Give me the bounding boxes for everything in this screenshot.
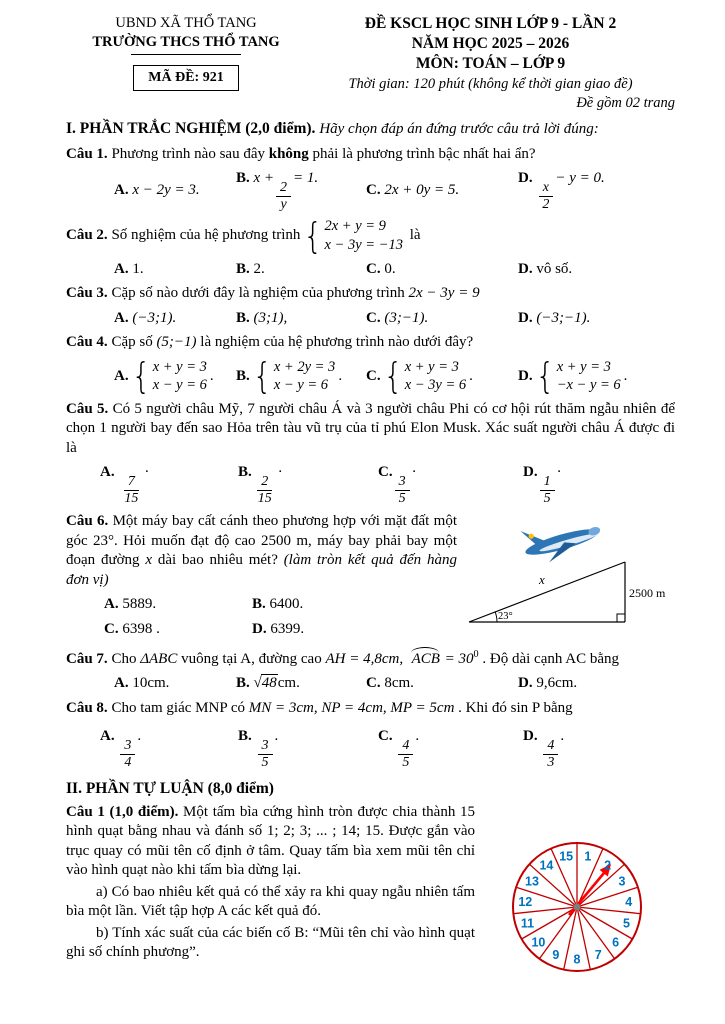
brace: { <box>383 355 403 398</box>
question-5-label: Câu 5. <box>66 400 109 417</box>
fraction <box>258 738 273 770</box>
q7-option-d <box>518 674 675 694</box>
question-2-text: Số nghiệm của hệ phương trình <box>107 227 301 244</box>
spinner-number: 7 <box>594 947 602 962</box>
question-8-text: Cho tam giác MNP có <box>107 699 249 716</box>
equation-2: x − 3y = 6 <box>404 377 467 394</box>
option-post: · <box>556 464 562 481</box>
option-math: x + <box>253 170 275 187</box>
option-letter: B. <box>238 464 252 481</box>
option-letter: A. <box>114 182 129 199</box>
q6-option-a <box>104 595 252 615</box>
equation-1: x + 2y = 3 <box>273 358 336 375</box>
option-math: x − 2y = 3. <box>132 182 200 199</box>
equations <box>324 217 402 254</box>
equations <box>405 358 466 395</box>
q8-option-b <box>238 727 378 770</box>
option-letter: C. <box>366 309 381 326</box>
spinner-number: 3 <box>618 874 626 889</box>
q2-option-a <box>114 260 236 280</box>
fraction <box>276 180 291 212</box>
section-1-heading-italic: Hãy chọn đáp án đứng trước câu trả lời đúng: <box>319 121 599 138</box>
question-8-options <box>66 727 675 770</box>
equation-2: x − y = 6 <box>152 377 207 394</box>
fraction-numerator: 3 <box>395 474 410 491</box>
option-letter: D. <box>523 728 538 745</box>
question-4-text-post: là nghiệm của hệ phương trình nào dưới đây? <box>196 334 474 351</box>
option-text: 0. <box>384 260 396 277</box>
q5-option-a <box>100 463 238 506</box>
fraction-numerator: 4 <box>398 738 413 755</box>
option-text: vô số. <box>536 260 573 277</box>
equation-1: x + y = 3 <box>556 358 611 375</box>
q7-option-c <box>366 674 518 694</box>
option-letter: B. <box>236 170 250 187</box>
equation-1: x + y = 3 <box>152 358 207 375</box>
spinner-figure <box>485 803 675 1008</box>
q4-option-c <box>366 355 518 398</box>
option-post: · <box>144 464 150 481</box>
equation-1: x + y = 3 <box>404 358 459 375</box>
spinner-number: 13 <box>525 874 539 889</box>
option-letter: A. <box>114 675 129 692</box>
equation-2: x − 3y = −13 <box>324 237 403 253</box>
system-of-equations <box>383 355 467 398</box>
fraction-denominator: 15 <box>257 490 272 506</box>
question-3-text: Cặp số nào dưới đây là nghiệm của phương trình <box>107 285 409 302</box>
option-letter: C. <box>366 182 381 199</box>
question-1-bold: không <box>268 145 309 162</box>
question-6-text-b: dài bao nhiêu mét? <box>152 552 284 569</box>
spinner-number: 14 <box>539 858 554 873</box>
question-4-math: (5;−1) <box>156 334 197 351</box>
q4-option-b <box>236 355 366 398</box>
option-letter: D. <box>518 260 533 277</box>
q8-option-a <box>100 727 238 770</box>
option-post: . <box>209 367 214 384</box>
question-2-text-post: là <box>409 227 421 244</box>
system-of-equations <box>252 355 336 398</box>
fraction-numerator: 4 <box>543 738 558 755</box>
essay-question-1-text-block <box>66 803 485 1008</box>
question-8 <box>66 699 675 719</box>
essay-question-1 <box>66 803 475 881</box>
option-post: . <box>560 728 565 745</box>
option-letter: A. <box>114 309 129 326</box>
title-block <box>306 14 675 113</box>
hypotenuse-label: x <box>539 572 545 588</box>
question-2 <box>66 215 675 257</box>
fraction <box>120 474 142 506</box>
fraction <box>395 474 410 506</box>
section-2-heading: II. PHẦN TỰ LUẬN (8,0 điểm) <box>66 779 274 797</box>
fraction-denominator: 5 <box>543 490 551 506</box>
subject-line: MÔN: TOÁN – LỚP 9 <box>415 55 566 73</box>
spinner-number: 15 <box>559 849 574 864</box>
option-letter: A. <box>114 367 129 384</box>
question-8-label: Câu 8. <box>66 699 108 716</box>
option-text: 1. <box>132 260 144 277</box>
q7-option-b <box>236 674 366 694</box>
height-label: 2500 m <box>629 586 666 601</box>
q1-option-b <box>236 169 366 212</box>
fraction <box>254 474 276 506</box>
option-post: · <box>411 464 417 481</box>
question-4-text: Cặp số <box>107 334 157 351</box>
system-of-equations <box>131 355 207 398</box>
question-8-text-b: . Khi đó sin P bằng <box>454 699 573 716</box>
q1-option-a <box>114 181 236 201</box>
school-year: NĂM HỌC 2025 – 2026 <box>411 35 570 53</box>
option-letter: C. <box>378 464 393 481</box>
fraction-numerator: 3 <box>258 738 273 755</box>
option-post: . <box>623 367 628 384</box>
essay-question-1-text: Một tấm bìa cứng hình tròn được chia thành 15 hình quạt bằng nhau và đánh số 1; 2; 3; ... ; 14; 15. Được gắn vào trục quay có mũi tên cố định ở tâm. Quay tấm bìa xem mũi tên chỉ vào hình quạt nào khi tấm bìa dừng lại. <box>66 803 476 879</box>
angle-label: 23° <box>498 611 513 623</box>
option-letter: B. <box>236 367 250 384</box>
section-1-heading <box>66 119 675 140</box>
option-text: 6400. <box>269 596 304 613</box>
question-8-math: MN = 3cm, NP = 4cm, MP = 5cm <box>248 699 455 716</box>
fraction <box>540 474 555 506</box>
spinner-number: 2 <box>604 858 612 873</box>
spinner-pivot <box>574 903 581 910</box>
angle-superscript: 0 <box>473 648 479 660</box>
question-1-text-post: phải là phương trình bậc nhất hai ẩn? <box>308 145 536 162</box>
fraction-denominator: 4 <box>124 755 132 771</box>
option-math: 2x + 0y = 5. <box>384 182 460 199</box>
option-text: 9,6cm. <box>536 675 578 692</box>
question-7-math: ΔABC <box>140 650 178 667</box>
spinner-number: 10 <box>531 935 546 950</box>
fraction-numerator: 2 <box>257 474 272 491</box>
option-math: (3;−1). <box>384 309 429 326</box>
question-5-options <box>66 463 675 506</box>
spinner-number: 4 <box>625 895 633 910</box>
spinner-wheel <box>485 811 669 1001</box>
exam-title: ĐỀ KSCL HỌC SINH LỚP 9 - LẦN 2 <box>364 15 617 32</box>
essay-question-1-part-a: a) Có bao nhiêu kết quả có thể xảy ra khi quay ngẫu nhiên tấm bìa một lần. Viết tập hợp A các kết quả đó. <box>66 883 475 920</box>
question-7-options <box>66 674 675 694</box>
question-6-var: x <box>145 552 153 569</box>
angle-value: = 30 <box>440 650 474 667</box>
equations <box>557 358 621 395</box>
airplane-triangle-diagram <box>465 518 675 636</box>
option-math: − y = 0. <box>555 170 605 187</box>
equation-1: 2x + y = 9 <box>324 218 386 235</box>
question-6-label: Câu 6. <box>66 513 109 530</box>
radicand: 48 <box>261 675 277 692</box>
essay-question-1-part-b: b) Tính xác suất của các biến cố B: “Mũi tên chỉ vào hình quạt ghi số chính phương”. <box>66 924 475 961</box>
org-line-1: UBND XÃ THỔ TANG <box>115 15 257 31</box>
option-letter: A. <box>104 596 119 613</box>
spinner-number: 1 <box>584 849 592 864</box>
question-3-label: Câu 3. <box>66 285 108 302</box>
essay-question-1-block <box>66 803 675 1008</box>
question-1-label: Câu 1. <box>66 145 108 162</box>
question-2-options <box>66 260 675 280</box>
spinner-number: 8 <box>573 952 581 967</box>
option-letter: B. <box>238 728 252 745</box>
q3-option-b <box>236 309 366 329</box>
option-letter: C. <box>378 728 393 745</box>
question-6-left <box>66 512 465 643</box>
option-post: cm. <box>277 675 300 692</box>
q5-option-c <box>378 463 523 506</box>
option-math: = 1. <box>293 170 319 187</box>
question-7 <box>66 648 675 670</box>
question-6-text: Một máy bay cất cánh theo phương hợp với mặt đất một góc 23°. Hỏi muốn đạt độ cao 2500 m, máy bay phải bay một đoạn đường <box>66 513 457 569</box>
spinner-number: 11 <box>520 916 535 931</box>
option-letter: A. <box>100 464 115 481</box>
q3-option-a <box>114 309 236 329</box>
option-letter: C. <box>366 367 381 384</box>
question-7-text: Cho <box>107 650 141 667</box>
option-post: · <box>277 464 283 481</box>
q6-option-c <box>104 620 252 640</box>
airplane-figure <box>465 512 675 643</box>
spinner-number: 6 <box>612 935 620 950</box>
fraction-denominator: 5 <box>398 490 406 506</box>
option-letter: D. <box>252 620 267 637</box>
option-post: . <box>137 728 142 745</box>
option-math: (−3;−1). <box>536 309 591 326</box>
q3-option-c <box>366 309 518 329</box>
fraction <box>538 180 553 212</box>
option-letter: D. <box>518 309 533 326</box>
fraction-denominator: 5 <box>402 755 410 771</box>
question-3 <box>66 284 675 304</box>
option-post: . <box>469 367 473 384</box>
question-6-note: (làm tròn kết quả đến hàng đơn vị) <box>66 552 457 588</box>
option-math: (−3;1). <box>132 309 177 326</box>
option-text: 5889. <box>122 596 157 613</box>
q8-option-d <box>523 727 675 770</box>
option-letter: D. <box>518 367 533 384</box>
equation-2: −x − y = 6 <box>556 377 621 394</box>
q6-option-d <box>252 620 396 640</box>
org-line-2: TRƯỜNG THCS THỔ TANG <box>92 33 280 50</box>
fraction-numerator: 2 <box>276 180 291 197</box>
school-block <box>66 14 306 113</box>
q1-option-d <box>518 169 675 212</box>
option-post: . <box>338 367 343 384</box>
question-4-label: Câu 4. <box>66 334 108 351</box>
question-4-options <box>66 355 675 398</box>
spinner-number: 9 <box>552 947 560 962</box>
time-limit: Thời gian: 120 phút (không kể thời gian giao đề) <box>348 76 633 93</box>
question-1-text: Phương trình nào sau đây <box>107 145 269 162</box>
system-of-equations <box>535 355 621 398</box>
q3-option-d <box>518 309 675 329</box>
option-letter: C. <box>104 620 119 637</box>
q4-option-d <box>518 355 675 398</box>
q7-option-a <box>114 674 236 694</box>
fraction-numerator: 3 <box>120 738 135 755</box>
airplane-icon <box>519 518 604 568</box>
option-letter: D. <box>523 464 538 481</box>
q2-option-c <box>366 260 518 280</box>
option-letter: A. <box>100 728 115 745</box>
question-5 <box>66 400 675 459</box>
fraction-denominator: 3 <box>547 755 555 771</box>
spinner-number: 12 <box>518 895 533 910</box>
square-root <box>254 675 278 691</box>
fraction-denominator: y <box>280 196 287 212</box>
fraction-numerator: x <box>539 180 553 197</box>
page-count: Đề gồm 02 trang <box>576 95 675 112</box>
brace: { <box>252 355 272 398</box>
question-6-options <box>66 595 396 639</box>
question-1-options <box>66 169 675 212</box>
spinner-number: 5 <box>623 916 630 931</box>
option-letter: C. <box>366 260 381 277</box>
brace: { <box>303 215 323 257</box>
fraction-numerator: 1 <box>540 474 555 491</box>
fraction-denominator: 2 <box>542 196 550 212</box>
exam-header <box>66 14 675 113</box>
option-text: 10cm. <box>132 675 170 692</box>
fraction <box>120 738 135 770</box>
section-1-heading-bold: I. PHẦN TRẮC NGHIỆM (2,0 điểm). <box>66 120 320 138</box>
option-letter: D. <box>518 675 533 692</box>
option-letter: B. <box>252 596 266 613</box>
q2-option-d <box>518 260 675 280</box>
question-1 <box>66 145 675 165</box>
option-post: . <box>274 728 279 745</box>
question-7-label: Câu 7. <box>66 650 108 667</box>
option-text: 6398 . <box>122 620 160 637</box>
option-text: 2. <box>253 260 265 277</box>
essay-question-1-label: Câu 1 (1,0 điểm). <box>66 803 179 820</box>
question-3-math: 2x − 3y = 9 <box>408 285 480 302</box>
equations <box>153 358 207 395</box>
q4-option-a <box>114 355 236 398</box>
question-6 <box>66 512 457 590</box>
angle-arc-notation: ACB <box>411 650 441 670</box>
question-7-math-2: AH = 4,8cm, <box>325 650 404 667</box>
option-letter: B. <box>236 260 250 277</box>
question-2-label: Câu 2. <box>66 227 108 244</box>
q5-option-d <box>523 463 675 506</box>
fraction-denominator: 15 <box>124 490 139 506</box>
option-text: 8cm. <box>384 675 414 692</box>
option-post: . <box>415 728 420 745</box>
brace: { <box>131 355 151 398</box>
radical-sign: √ <box>253 675 262 692</box>
header-rule <box>131 54 241 55</box>
q2-option-b <box>236 260 366 280</box>
q1-option-c <box>366 181 518 201</box>
option-math: (3;1), <box>253 309 288 326</box>
fraction <box>543 738 558 770</box>
fraction-numerator: 7 <box>124 474 139 491</box>
option-text: 6399. <box>270 620 305 637</box>
q6-option-b <box>252 595 396 615</box>
question-3-options <box>66 309 675 329</box>
equations <box>274 358 335 395</box>
q8-option-c <box>378 727 523 770</box>
question-4 <box>66 333 675 353</box>
option-letter: B. <box>236 309 250 326</box>
system-of-equations <box>303 215 403 257</box>
fraction <box>398 738 413 770</box>
question-6-block <box>66 512 675 643</box>
q5-option-b <box>238 463 378 506</box>
option-letter: B. <box>236 675 250 692</box>
fraction-denominator: 5 <box>261 755 269 771</box>
question-5-text: Có 5 người châu Mỹ, 7 người châu Á và 3 người châu Phi có cơ hội rút thăm ngẫu nhiên để chọn 1 người bay đến sao Hỏa trên tàu vũ trụ của tỉ phú Elon Musk. Xác suất người châu Á được đi là <box>66 400 675 456</box>
option-letter: D. <box>518 170 533 187</box>
brace: { <box>535 355 555 398</box>
equation-2: x − y = 6 <box>273 377 329 394</box>
question-7-text-b: vuông tại A, đường cao <box>177 650 326 667</box>
question-7-text-c: . Độ dài cạnh AC bằng <box>478 650 620 667</box>
option-letter: C. <box>366 675 381 692</box>
exam-code-box: MÃ ĐỀ: 921 <box>133 65 238 91</box>
option-letter: A. <box>114 260 129 277</box>
